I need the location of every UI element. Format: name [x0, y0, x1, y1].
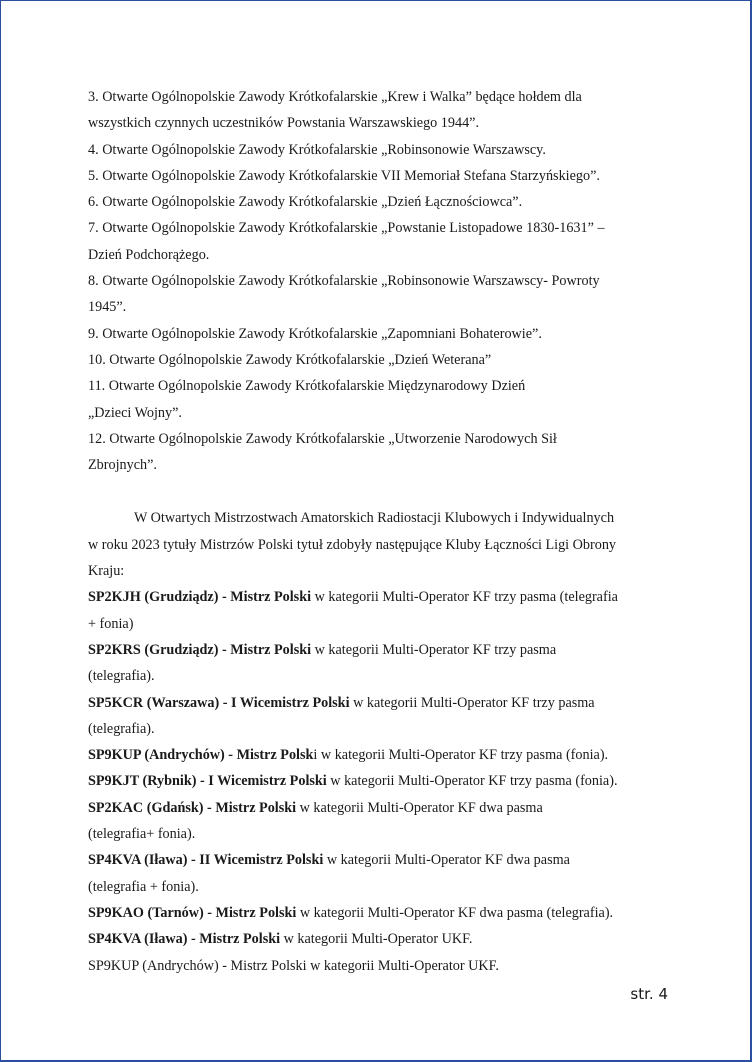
result-title: SP2KAC (Gdańsk) - Mistrz Polski: [88, 799, 297, 816]
result-title: SP2KJH (Grudziądz) - Mistrz Polski: [88, 589, 312, 606]
result-text: w kategorii Multi-Operator KF trzy pasma: [311, 641, 557, 658]
result-text: w kategorii Multi-Operator KF dwa pasma (telegrafia).: [296, 904, 614, 921]
result-entry: [88, 637, 678, 690]
results-list: [88, 584, 678, 978]
list-line: 7. Otwarte Ogólnopolskie Zawody Krótkofalarskie „Powstanie Listopadowe 1830-1631” –: [88, 220, 605, 237]
result-text: w kategorii Multi-Operator KF trzy pasma (fonia).: [326, 773, 618, 790]
list-line: 11. Otwarte Ogólnopolskie Zawody Krótkofalarskie Międzynarodowy Dzień: [88, 378, 526, 395]
result-continuation: (telegrafia).: [88, 720, 155, 737]
result-text: i w kategorii Multi-Operator KF trzy pasma (fonia).: [313, 747, 609, 764]
list-line: Dzień Podchorążego.: [88, 246, 210, 263]
result-title: SP9KAO (Tarnów) - Mistrz Polski: [88, 904, 297, 921]
list-line: 12. Otwarte Ogólnopolskie Zawody Krótkofalarskie „Utworzenie Narodowych Sił: [88, 430, 557, 447]
list-line: 1945”.: [88, 299, 127, 316]
document-page: [88, 84, 678, 979]
result-entry: [88, 900, 678, 926]
result-continuation: (telegrafia + fonia).: [88, 878, 199, 895]
result-text: SP9KUP (Andrychów) - Mistrz Polski w kategorii Multi-Operator UKF.: [88, 957, 499, 974]
result-title: SP9KJT (Rybnik) - I Wicemistrz Polski: [88, 773, 327, 790]
result-continuation: (telegrafia+ fonia).: [88, 826, 196, 843]
result-entry: [88, 768, 678, 794]
result-continuation: (telegrafia).: [88, 668, 155, 685]
result-text: w kategorii Multi-Operator KF dwa pasma: [296, 799, 543, 816]
intro-line: W Otwartych Mistrzostwach Amatorskich Radiostacji Klubowych i Indywidualnych: [134, 510, 615, 527]
result-entry: [88, 742, 678, 768]
result-entry: [88, 953, 678, 979]
result-text: w kategorii Multi-Operator UKF.: [280, 931, 473, 948]
result-entry: [88, 584, 678, 637]
result-text: w kategorii Multi-Operator KF trzy pasma: [349, 694, 595, 711]
list-line: 6. Otwarte Ogólnopolskie Zawody Krótkofalarskie „Dzień Łącznościowca”.: [88, 194, 523, 211]
list-line: 5. Otwarte Ogólnopolskie Zawody Krótkofalarskie VII Memoriał Stefana Starzyńskiego”.: [88, 167, 600, 184]
result-entry: [88, 795, 678, 848]
result-title: SP4KVA (Iława) - Mistrz Polski: [88, 931, 281, 948]
result-text: w kategorii Multi-Operator KF dwa pasma: [323, 852, 570, 869]
result-entry: [88, 690, 678, 743]
list-line: wszystkich czynnych uczestników Powstania Warszawskiego 1944”.: [88, 115, 480, 132]
intro-line: w roku 2023 tytuły Mistrzów Polski tytuł zdobyły następujące Kluby Łączności Ligi Obrony: [88, 536, 617, 553]
list-line: 3. Otwarte Ogólnopolskie Zawody Krótkofalarskie „Krew i Walka” będące hołdem dla: [88, 89, 582, 105]
list-line: Zbrojnych”.: [88, 457, 157, 474]
result-title: SP4KVA (Iława) - II Wicemistrz Polski: [88, 852, 324, 869]
contest-list: [88, 84, 678, 478]
result-entry: [88, 926, 678, 952]
intro-line: Kraju:: [88, 563, 125, 580]
list-line: 9. Otwarte Ogólnopolskie Zawody Krótkofalarskie „Zapomniani Bohaterowie”.: [88, 325, 542, 342]
intro-paragraph: [88, 505, 678, 584]
result-title: SP2KRS (Grudziądz) - Mistrz Polski: [88, 641, 312, 658]
result-title: SP9KUP (Andrychów) - Mistrz Polsk: [88, 747, 314, 764]
result-title: SP5KCR (Warszawa) - I Wicemistrz Polski: [88, 694, 350, 711]
result-entry: [88, 847, 678, 900]
list-line: 4. Otwarte Ogólnopolskie Zawody Krótkofalarskie „Robinsonowie Warszawscy.: [88, 141, 546, 158]
list-line: 10. Otwarte Ogólnopolskie Zawody Krótkofalarskie „Dzień Weterana”: [88, 351, 492, 368]
page-number: str. 4: [630, 985, 668, 1003]
result-text: w kategorii Multi-Operator KF trzy pasma (telegrafia: [311, 589, 618, 606]
result-continuation: + fonia): [88, 615, 134, 632]
paragraph-gap: [88, 478, 678, 505]
list-line: „Dzieci Wojny”.: [88, 404, 182, 421]
list-line: 8. Otwarte Ogólnopolskie Zawody Krótkofalarskie „Robinsonowie Warszawscy- Powroty: [88, 273, 600, 290]
